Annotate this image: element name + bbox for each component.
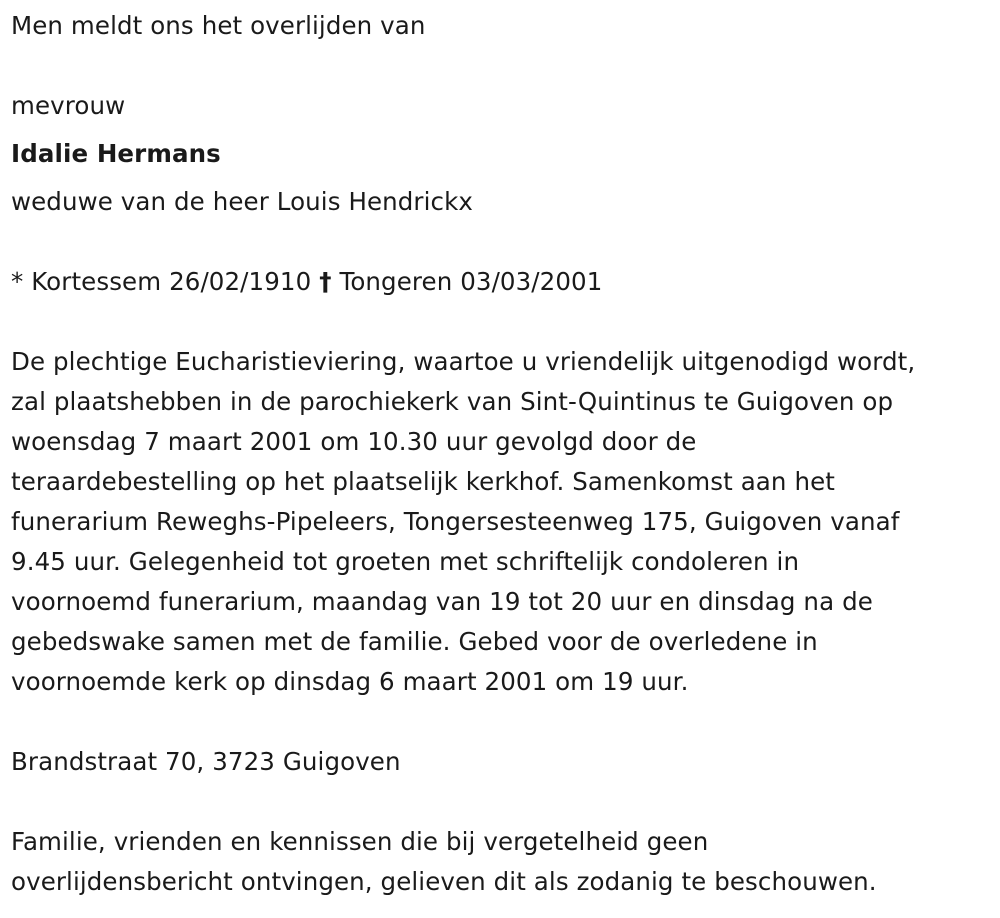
service-line: woensdag 7 maart 2001 om 10.30 uur gevolgd door de — [11, 427, 697, 456]
deceased-name: Idalie Hermans — [11, 139, 221, 168]
birth-info: * Kortessem 26/02/1910 — [11, 267, 312, 296]
service-line: voornoemd funerarium, maandag van 19 tot 20 uur en dinsdag na de — [11, 587, 873, 616]
service-line: zal plaatshebben in de parochiekerk van Sint-Quintinus te Guigoven op — [11, 387, 894, 416]
closing-line: Familie, vrienden en kennissen die bij vergetelheid geen — [11, 827, 709, 856]
service-line: funerarium Reweghs-Pipeleers, Tongersesteenweg 175, Guigoven vanaf — [11, 507, 900, 536]
service-line: gebedswake samen met de familie. Gebed voor de overledene in — [11, 627, 818, 656]
service-line: 9.45 uur. Gelegenheid tot groeten met schriftelijk condoleren in — [11, 547, 800, 576]
death-info: Tongeren 03/03/2001 — [339, 267, 603, 296]
closing-paragraph — [11, 822, 877, 902]
family-address: Brandstraat 70, 3723 Guigoven — [11, 747, 401, 776]
intro-text: Men meldt ons het overlijden van — [11, 11, 426, 40]
birth-death-dates — [11, 262, 602, 302]
closing-line: overlijdensbericht ontvingen, gelieven dit als zodanig te beschouwen. — [11, 867, 877, 896]
service-line: teraardebestelling op het plaatselijk kerkhof. Samenkomst aan het — [11, 467, 835, 496]
service-line: De plechtige Eucharistieviering, waartoe u vriendelijk uitgenodigd wordt, — [11, 347, 916, 376]
relation-text: weduwe van de heer Louis Hendrickx — [11, 187, 473, 216]
honorific-title: mevrouw — [11, 91, 126, 120]
service-paragraph — [11, 342, 915, 702]
service-line: voornoemde kerk op dinsdag 6 maart 2001 om 19 uur. — [11, 667, 689, 696]
cross-icon: † — [319, 267, 332, 296]
